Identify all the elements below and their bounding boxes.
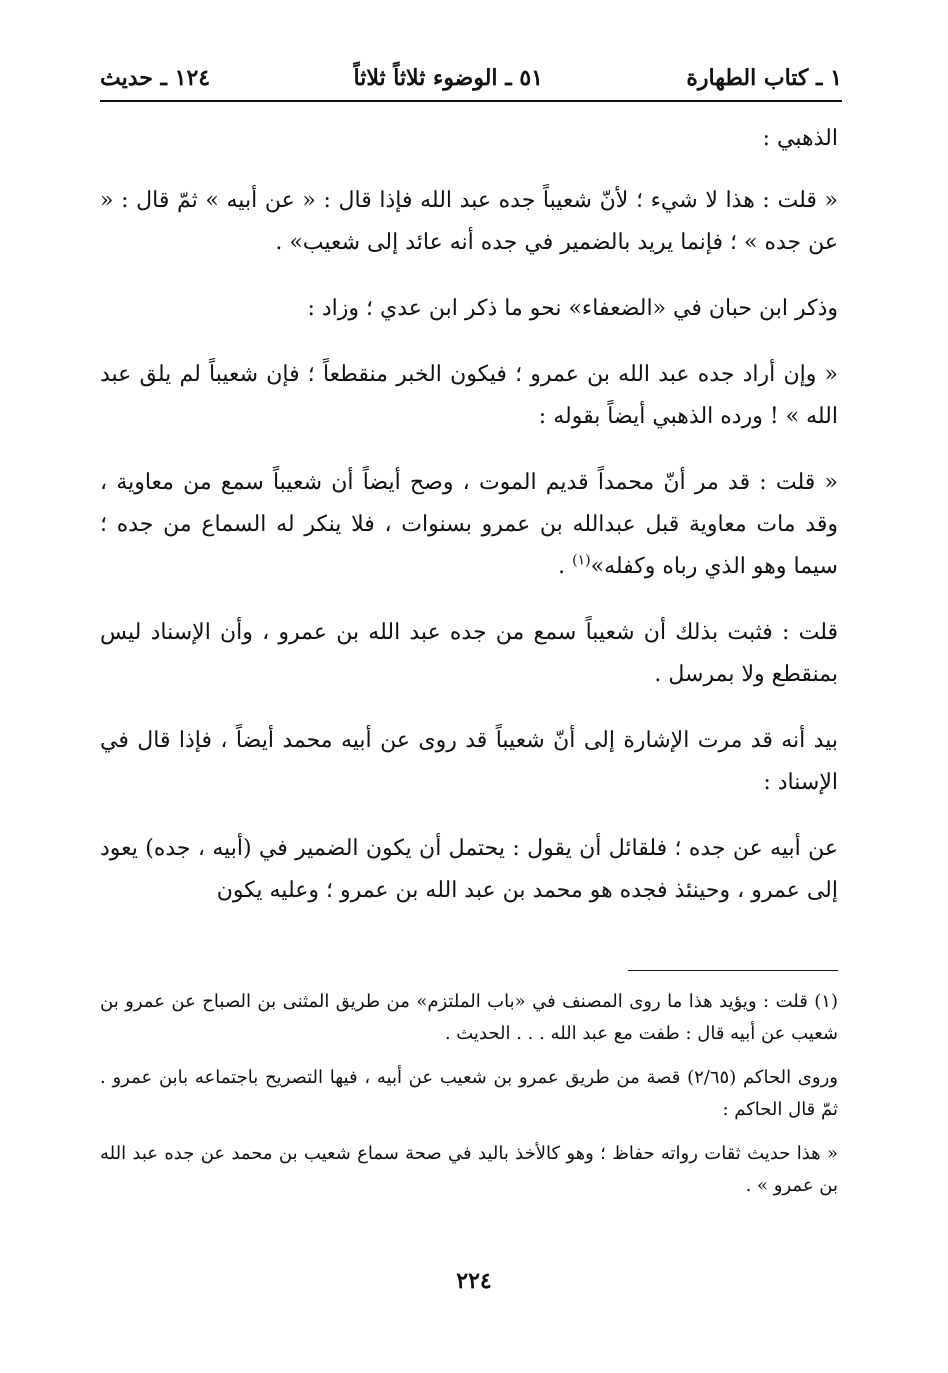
footnotes xyxy=(100,986,838,1214)
running-header xyxy=(100,58,842,98)
paragraph: قلت : فثبت بذلك أن شعيباً سمع من جده عبد الله بن عمرو ، وأن الإسناد ليس بمنقطع ولا بمرسل . xyxy=(100,620,838,687)
header-hadith-number: ١٢٤ ـ حديث xyxy=(100,65,211,91)
page-number: ٢٢٤ xyxy=(456,1268,492,1294)
paragraph-tail: . xyxy=(558,554,573,579)
header-chapter-title: ٥١ ـ الوضوء ثلاثاً ثلاثاً xyxy=(353,65,543,91)
footnote-divider xyxy=(628,970,838,971)
main-text xyxy=(100,118,838,936)
footnote: (١) قلت : ويؤيد هذا ما روى المصنف في «باب الملتزم» من طريق المثنى بن الصباح عن عمرو بن شعيب عن أبيه قال : طفت مع عبد الله . . . الحديث . xyxy=(100,991,838,1044)
header-book-title: ١ ـ كتاب الطهارة xyxy=(686,65,842,91)
footnote-reference: (١) xyxy=(572,552,591,569)
paragraph: الذهبي : xyxy=(762,126,838,151)
header-divider xyxy=(100,100,842,102)
paragraph: وذكر ابن حبان في «الضعفاء» نحو ما ذكر ابن عدي ؛ وزاد : xyxy=(307,296,838,321)
paragraph: عن أبيه عن جده ؛ فلقائل أن يقول : يحتمل أن يكون الضمير في (أبيه ، جده) يعود إلى عمرو ، وحينئذ فجده هو محمد بن عبد الله بن عمرو ؛ وعليه يكون xyxy=(100,836,838,903)
paragraph: بيد أنه قد مرت الإشارة إلى أنّ شعيباً قد روى عن أبيه محمد أيضاً ، فإذا قال في الإسناد : xyxy=(100,728,838,795)
footnote: وروى الحاكم (٢/٦٥) قصة من طريق عمرو بن شعيب عن أبيه ، فيها التصريح باجتماعه بابن عمرو . ثمّ قال الحاكم : xyxy=(100,1067,838,1120)
footnote: « هذا حديث ثقات رواته حفاظ ؛ وهو كالأخذ باليد في صحة سماع شعيب بن محمد عن جده عبد الله بن عمرو » . xyxy=(100,1143,838,1196)
paragraph: « قلت : هذا لا شيء ؛ لأنّ شعيباً جده عبد الله فإذا قال : « عن أبيه » ثمّ قال : « عن جده » ؛ فإنما يريد بالضمير في جده أنه عائد إلى شعيب» . xyxy=(100,188,838,255)
paragraph-text: « قلت : قد مر أنّ محمداً قديم الموت ، وصح أيضاً أن شعيباً سمع من معاوية ، وقد مات معاوية قبل عبدالله بن عمرو بسنوات ، فلا ينكر له السماع من جده ؛ سيما وهو الذي رباه وكفله» xyxy=(100,470,838,579)
paragraph: « وإن أراد جده عبد الله بن عمرو ؛ فيكون الخبر منقطعاً ؛ فإن شعيباً لم يلق عبد الله » ! ورده الذهبي أيضاً بقوله : xyxy=(100,362,839,429)
paragraph xyxy=(100,462,838,588)
